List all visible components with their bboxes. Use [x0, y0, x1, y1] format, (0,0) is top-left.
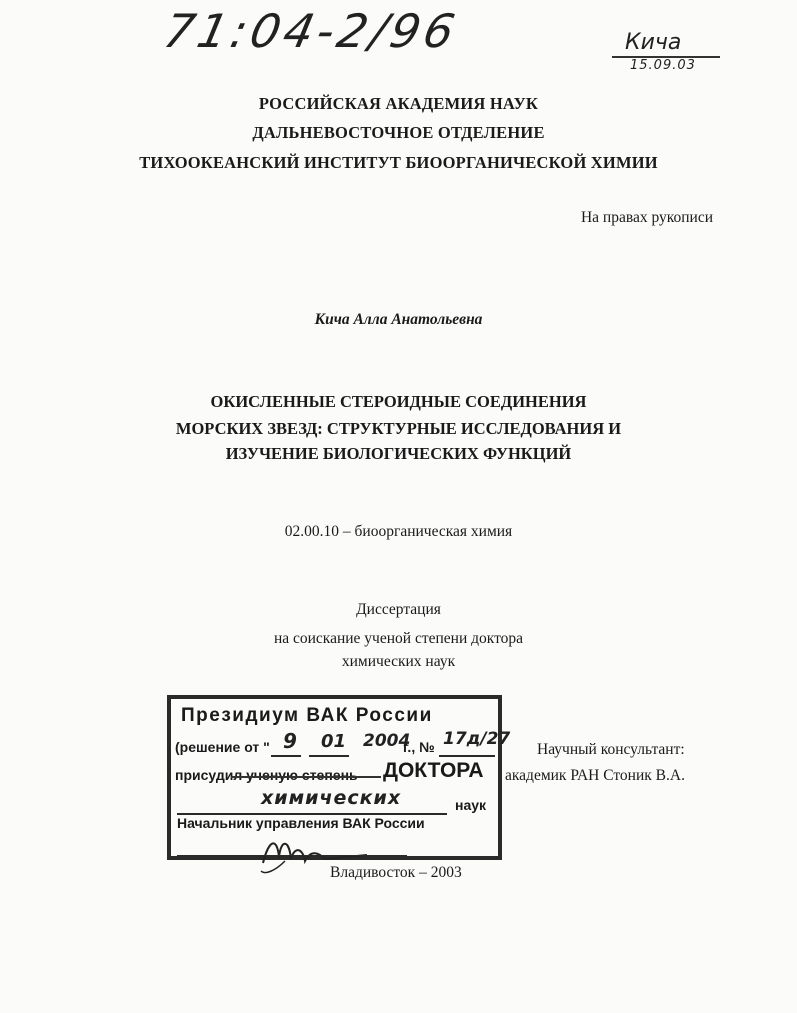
institution-line-2: ДАЛЬНЕВОСТОЧНОЕ ОТДЕЛЕНИЕ: [252, 123, 545, 142]
stamp-signature-line: [177, 855, 407, 856]
institution-line-1: РОССИЙСКАЯ АКАДЕМИЯ НАУК: [258, 94, 539, 113]
specialty: 02.00.10 – биоорганическая химия: [284, 523, 513, 540]
place-year: Владивосток – 2003: [330, 864, 462, 881]
stamp-number-line: [439, 755, 495, 757]
title-line-1: ОКИСЛЕННЫЕ СТЕРОИДНЫЕ СОЕДИНЕНИЯ: [210, 392, 587, 411]
stamp-decision-day: 9: [283, 729, 297, 753]
title-line-2: МОРСКИХ ЗВЕЗД: СТРУКТУРНЫЕ ИССЛЕДОВАНИЯ И: [175, 419, 622, 438]
stamp-day-line: [271, 755, 301, 757]
stamp-decision-year: 2004: [363, 731, 411, 751]
stamp-decision-number: 17д/27: [443, 729, 511, 749]
archive-number: 71:04-2/96: [159, 4, 464, 58]
consultant-label: Научный консультант:: [537, 741, 685, 758]
degree-line-3: химических наук: [341, 653, 456, 670]
author-name: Кича Алла Анатольевна: [314, 311, 483, 328]
rights-note: На правах рукописи: [580, 209, 713, 226]
stamp-awarded-prefix: присудил ученую степень: [175, 767, 358, 783]
vak-stamp: [167, 695, 511, 860]
reviewer-date: 15.09.03: [630, 58, 696, 73]
institution-line-3: ТИХООКЕАНСКИЙ ИНСТИТУТ БИООРГАНИЧЕСКОЙ ХИМИИ: [139, 153, 658, 172]
reviewer-signature: Кича: [625, 30, 682, 55]
stamp-strike-line: [231, 776, 381, 778]
stamp-month-line: [309, 755, 349, 757]
degree-line-1: Диссертация: [356, 601, 441, 618]
stamp-header: Президиум ВАК России: [181, 705, 433, 726]
stamp-decision-month: 01: [321, 731, 347, 752]
stamp-awarded-degree: ДОКТОРА: [383, 759, 484, 782]
consultant-name: академик РАН Стоник В.А.: [505, 767, 685, 784]
stamp-decision-prefix: (решение от ": [175, 739, 270, 755]
stamp-field-handwritten: химических: [261, 787, 402, 809]
stamp-footer: Начальник управления ВАК России: [177, 815, 425, 831]
degree-line-2: на соискание ученой степени доктора: [273, 630, 524, 647]
stamp-field-suffix: наук: [455, 797, 487, 813]
title-line-3: ИЗУЧЕНИЕ БИОЛОГИЧЕСКИХ ФУНКЦИЙ: [225, 444, 572, 463]
stamp-decision-year-suffix: г., №: [403, 739, 435, 755]
